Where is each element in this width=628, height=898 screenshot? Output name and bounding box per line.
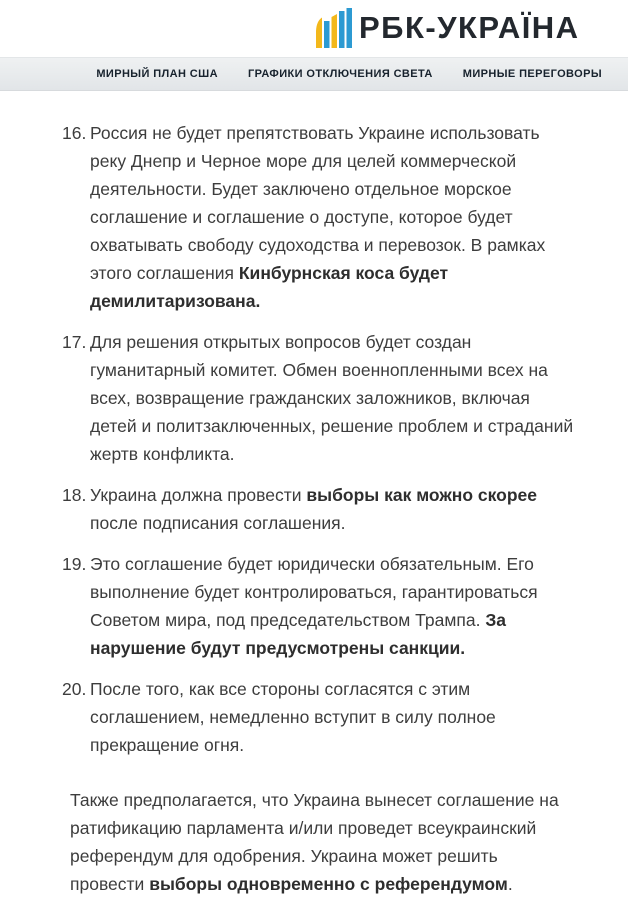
nav-link-1[interactable]: ГРАФИКИ ОТКЛЮЧЕНИЯ СВЕТА — [247, 68, 433, 80]
list-item-number: 18. — [62, 485, 87, 505]
list-item — [62, 675, 574, 759]
list-item — [62, 550, 574, 662]
text-run: Украина должна провести — [90, 485, 307, 505]
top-navbar — [0, 57, 628, 91]
list-item-number: 17. — [62, 332, 87, 352]
nav-link-0[interactable]: МИРНЫЙ ПЛАН США — [96, 68, 218, 80]
text-run: Также предполагается, что Украина вынесет соглашение на ратификацию парламента и/или проведет всеукраинский референдум для одобрения. Украина может решить провести — [70, 790, 559, 894]
list-item-text — [90, 481, 574, 537]
points-list — [62, 119, 574, 759]
list-item-text — [90, 119, 574, 315]
list-item — [62, 481, 574, 537]
site-header — [0, 0, 628, 57]
list-item — [62, 328, 574, 468]
text-run: Россия не будет препятствовать Украине использовать реку Днепр и Черное море для целей коммерческой деятельности. Будет заключено отдельное морское соглашение и соглашение о доступе, которое будет охватывать свободу судоходства и перевозок. В рамках этого соглашения — [90, 123, 546, 283]
closing-paragraph — [70, 786, 572, 898]
article-content — [0, 91, 628, 898]
text-run: после подписания соглашения. — [90, 513, 346, 533]
text-run: Это соглашение будет юридически обязательным. Его выполнение будет контролироваться, гарантироваться Советом мира, под председательством Трампа. — [90, 554, 538, 630]
bold-text-run: выборы как можно скорее — [306, 485, 538, 505]
bold-text-run: выборы одновременно с референдумом — [149, 874, 508, 894]
list-item-number: 16. — [62, 123, 87, 143]
list-item-text — [90, 550, 574, 662]
rbc-bars-logo-icon — [316, 8, 352, 48]
bold-text-run: Кинбурнская коса будет демилитаризована. — [90, 263, 449, 311]
bold-text-run: За нарушение будут предусмотрены санкции. — [90, 610, 507, 658]
site-logo-text: РБК-УКРАЇНА — [359, 10, 580, 45]
site-logo[interactable] — [316, 8, 580, 48]
list-item-text — [90, 675, 574, 759]
text-run: После того, как все стороны согласятся с этим соглашением, немедленно вступит в силу полное прекращение огня. — [90, 679, 496, 755]
text-run: . — [507, 874, 513, 894]
nav-link-2[interactable]: МИРНЫЕ ПЕРЕГОВОРЫ — [462, 68, 602, 80]
list-item-text — [90, 328, 574, 468]
list-item — [62, 119, 574, 315]
list-item-number: 19. — [62, 554, 87, 574]
list-item-number: 20. — [62, 679, 87, 699]
text-run: Для решения открытых вопросов будет создан гуманитарный комитет. Обмен военнопленными всех на всех, возвращение гражданских заложников, включая детей и политзаключенных, решение проблем и страданий жертв конфликта. — [90, 332, 574, 464]
